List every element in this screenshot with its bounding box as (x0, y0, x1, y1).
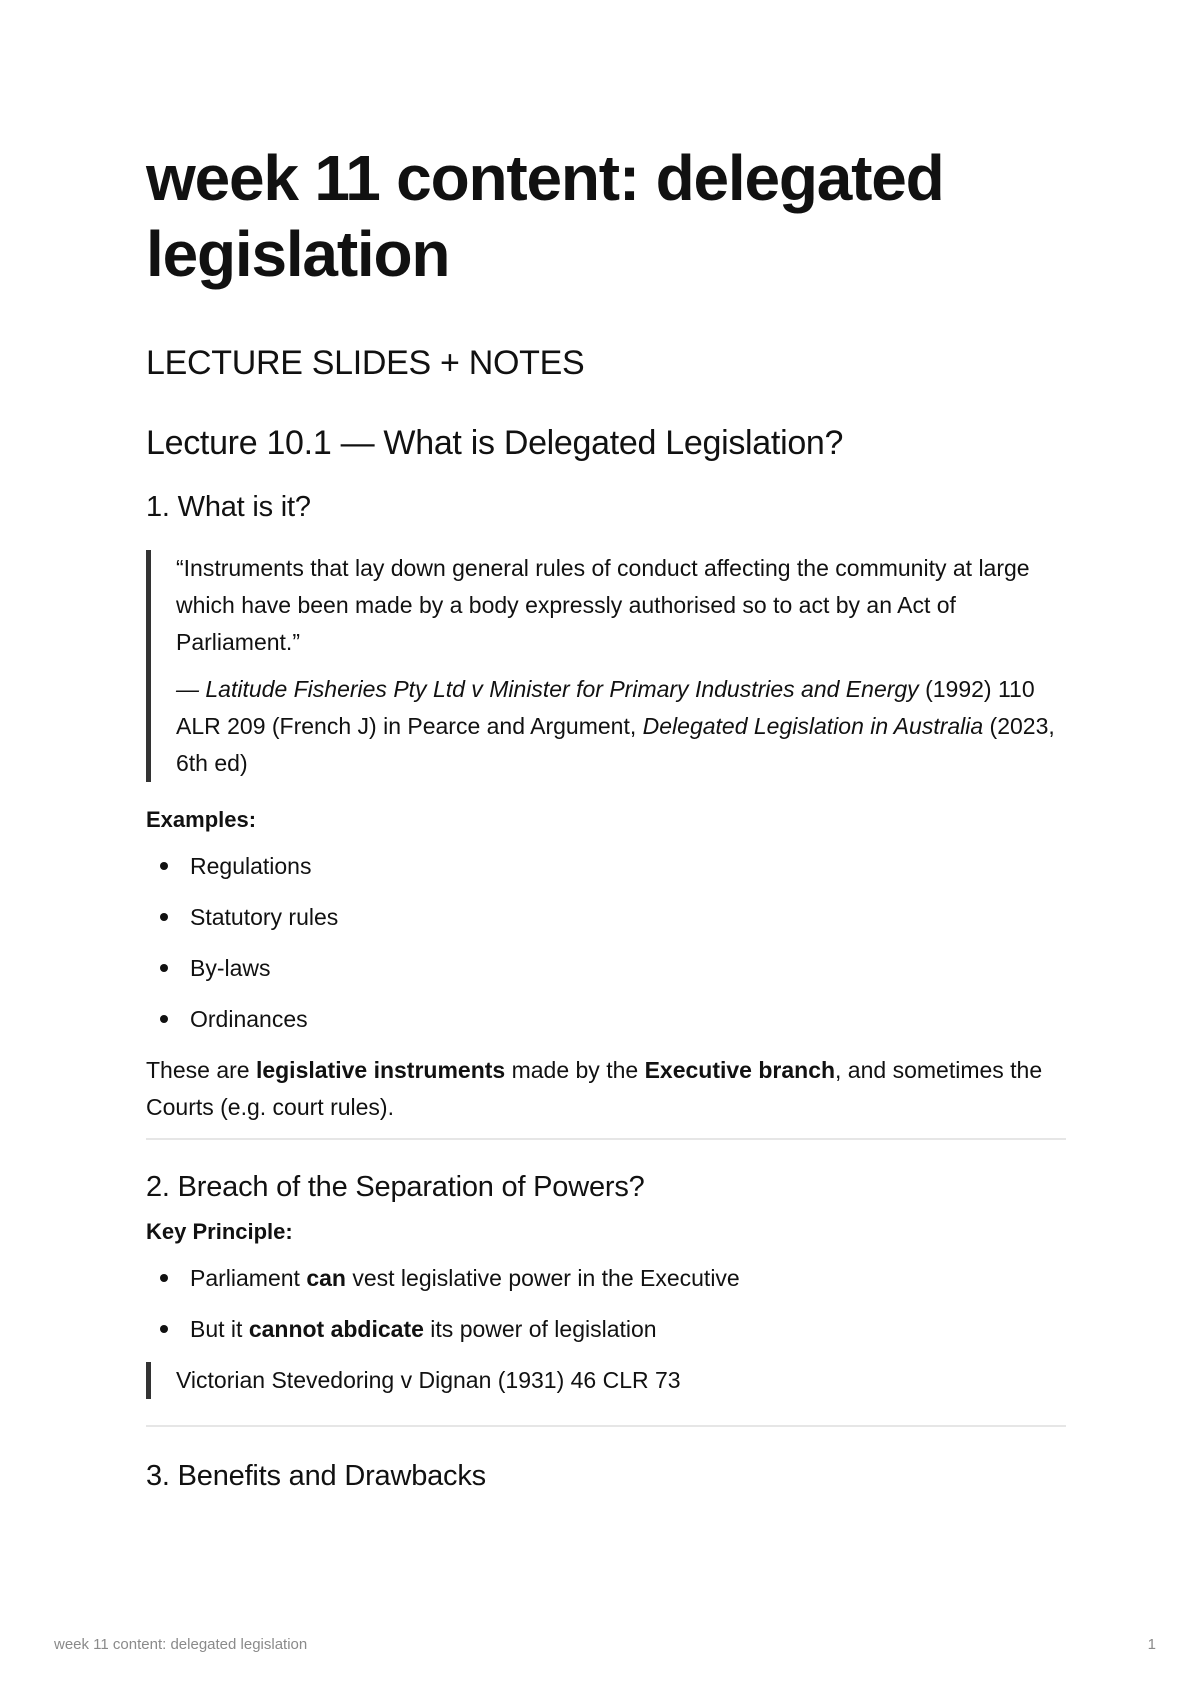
list-item (146, 950, 1066, 986)
document-title: week 11 content: delegated legislation (146, 142, 944, 290)
list-item-text: By-laws (190, 955, 271, 981)
list-item-text: Parliament (190, 1265, 307, 1291)
list-item (146, 848, 1066, 884)
list-item (146, 1001, 1066, 1037)
para-text: These are (146, 1057, 256, 1083)
section-heading-lecture-slides: LECTURE SLIDES + NOTES (146, 344, 585, 382)
list-item (146, 899, 1066, 935)
legislative-instruments-paragraph (146, 1052, 1066, 1126)
lecture-heading: Lecture 10.1 — What is Delegated Legislation? (146, 424, 844, 462)
para-text: made by the (505, 1057, 645, 1083)
para-text: , and sometimes the Courts (e.g. court rules). (146, 1057, 1043, 1120)
bullet-icon (160, 1015, 168, 1023)
list-item-bold-text: can (306, 1265, 346, 1291)
definition-citation (176, 671, 1066, 782)
examples-label: Examples: (146, 807, 257, 832)
divider (146, 1138, 1066, 1140)
list-item-text: Ordinances (190, 1006, 308, 1032)
definition-blockquote (146, 550, 1066, 782)
key-principle-label: Key Principle: (146, 1219, 293, 1244)
section-heading-breach: 2. Breach of the Separation of Powers? (146, 1171, 645, 1203)
para-bold-text: Executive branch (644, 1057, 836, 1083)
key-principle-list (146, 1260, 1066, 1347)
divider (146, 1425, 1066, 1427)
case-citation: Victorian Stevedoring v Dignan (1931) 46 CLR 73 (176, 1367, 681, 1393)
bullet-icon (160, 1325, 168, 1333)
citation-book-title: Delegated Legislation in Australia (642, 713, 984, 739)
list-item-text: vest legislative power in the Executive (345, 1265, 740, 1291)
section-heading-benefits: 3. Benefits and Drawbacks (146, 1460, 486, 1492)
bullet-icon (160, 1274, 168, 1282)
para-bold-text: legislative instruments (255, 1057, 506, 1083)
definition-quote-text: “Instruments that lay down general rules of conduct affecting the community at large which have been made by a body expressly authorised so to act by an Act of Parliament.” (176, 555, 1030, 655)
examples-list (146, 848, 1066, 1037)
document-body (146, 140, 1066, 1495)
bullet-icon (160, 862, 168, 870)
footer-page-number: 1 (1147, 1636, 1156, 1653)
list-item (146, 1260, 1066, 1296)
citation-case-name: — Latitude Fisheries Pty Ltd v Minister for Primary Industries and Energy (176, 676, 919, 702)
case-blockquote (146, 1362, 1066, 1399)
section-heading-what-is-it: 1. What is it? (146, 491, 311, 523)
list-item-text: Regulations (190, 853, 312, 879)
bullet-icon (160, 964, 168, 972)
bullet-icon (160, 913, 168, 921)
list-item (146, 1311, 1066, 1347)
list-item-text: Statutory rules (190, 904, 339, 930)
list-item-bold-text: cannot abdicate (248, 1316, 424, 1342)
footer-document-title: week 11 content: delegated legislation (54, 1636, 308, 1653)
citation-edition: (2023, 6th ed) (176, 713, 1055, 776)
list-item-text: its power of legislation (423, 1316, 657, 1342)
citation-text: (1992) 110 ALR 209 (French J) in Pearce and Argument, (176, 676, 1035, 739)
list-item-text: But it (190, 1316, 249, 1342)
